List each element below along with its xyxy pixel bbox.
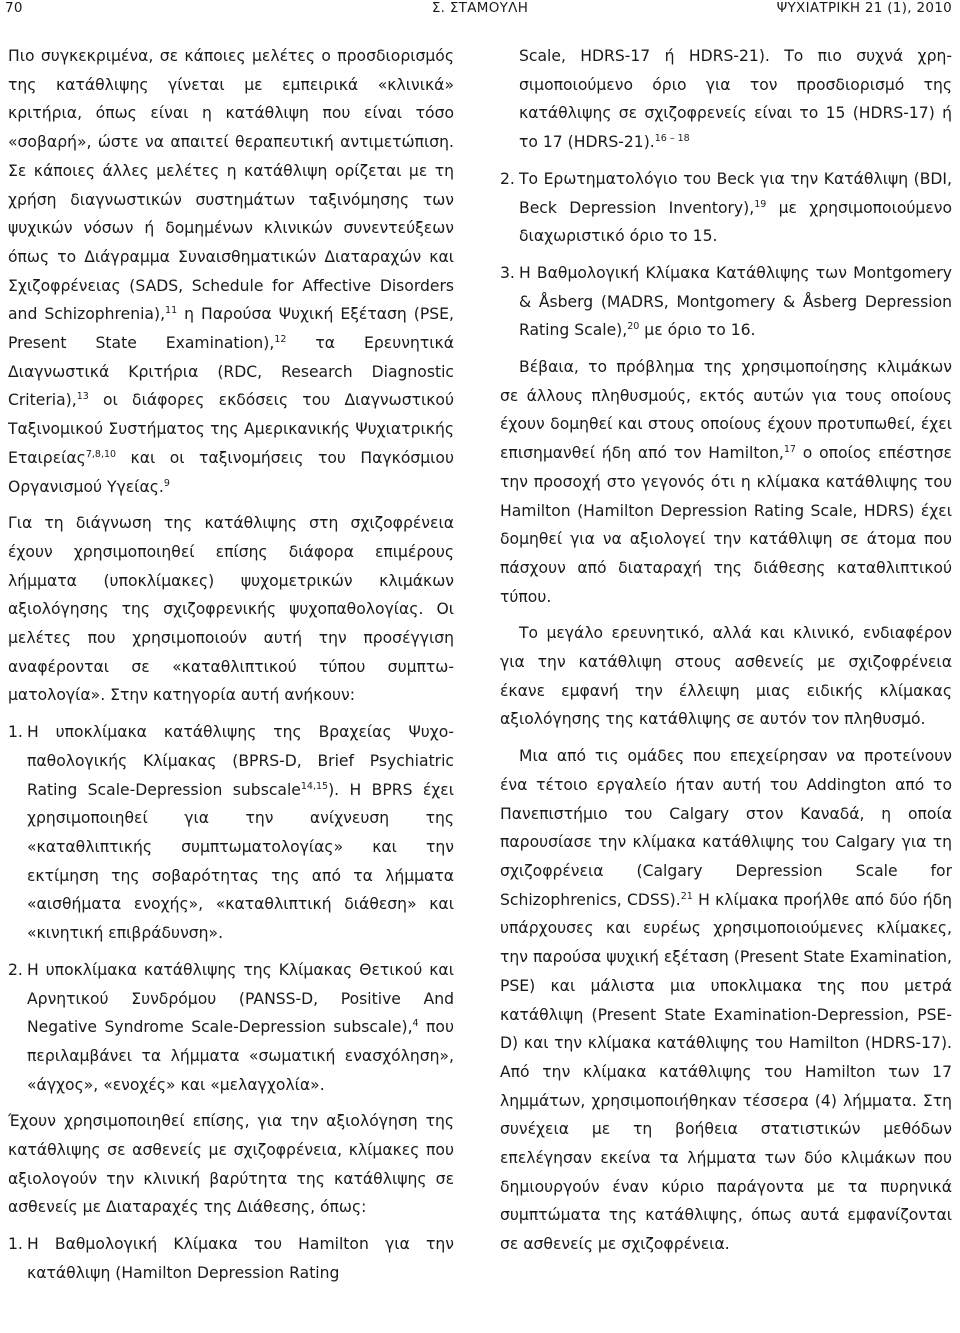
text-segment: τα Ερευνητικά Διαγνωστικά Κριτήρια (RDC, Research Diagnostic Criteria), <box>8 334 454 410</box>
paragraph-mood-scales: Έχουν χρησιμοποιηθεί επίσης, για την αξιολόγηση της κατάθλιψης σε ασθενείς με σχιζοφρένεια, κλίμακες που αξιολογούν την κλινική βαρύτητα της κατάθλιψης σε ασθενείς με Διαταραχές της Διάθεσης, όπως: <box>8 1112 454 1217</box>
list-number: 3. <box>500 263 515 282</box>
text-segment: Η Βαθμολογική Κλίμακα Κατάθλιψης των Montgomery & Åsberg (MADRS, Montgomery & Åsberg Depression Rating Scale), <box>519 263 952 340</box>
text-segment: οι διάφορες εκδόσεις του Διαγνωστικού Ταξινομικού Συστήματος της Αμερικανικής Ψυχιατρικής Εταιρείας <box>8 391 454 467</box>
citation: 19 <box>754 198 767 210</box>
text-segment: Πιο συγκεκριμένα, σε κάποιες μελέτες ο προσδιορισμός της κατάθλιψης γίνεται με εμπειρικά «κλινικά» κριτήρια, όπως είναι η κατάθλιψη που είναι τόσο «σοβαρή», ώστε να απαιτεί θεραπευτική αντιμετώπιση. Σε κάποιες άλλες μελέτες η κατάθλιψη ορίζεται με τη χρήση διαγνωστικών συστημάτων ταξινόμησης των ψυχικών νόσων ή δομημένων κλινικών συνεντεύξεων όπως το Διάγραμμα Συναισθηματικών Διαταραχών και Σχιζοφρένειας (SADS, Schedule for Affective Disorders and Schizophrenia), <box>8 47 454 324</box>
text-segment: Η υποκλίμακα κατάθλιψης της Κλίμακας Θετικού και Αρνητικού Συνδρόμου (PANSS-D, Positive And Negative Syndrome Scale-Depression subscale), <box>27 960 454 1037</box>
citation: 16 – 18 <box>654 133 690 145</box>
citation: 7,8,10 <box>85 448 117 460</box>
list-item-panss <box>8 956 454 1100</box>
list-item-hdrs-continued <box>500 42 952 157</box>
citation: 14,15 <box>300 780 329 792</box>
paragraph-hamilton-problem <box>500 353 952 611</box>
text-segment: ). Η BPRS έχει χρησιμοποιηθεί για την ανίχνευση της «καταθλιπτικής συμπτωματολογίας» και την εκτίμηση της σοβαρότητας της από τα λήμματα «αισθήματα ενοχής», «καταθλιπτική διάθεση» και «κινητική επιβράδυνση». <box>27 780 454 943</box>
page-header <box>0 0 960 22</box>
citation: 17 <box>783 444 796 456</box>
paragraph-cdss <box>500 742 952 1259</box>
citation: 12 <box>274 334 287 346</box>
citation: 20 <box>627 321 640 333</box>
list-number: 2. <box>8 960 23 979</box>
list-item-madrs <box>500 259 952 345</box>
text-segment: Το Ερωτηματολόγιο του Beck για την Κατάθλιψη (BDI, Beck Depression Inventory), <box>519 169 952 217</box>
list-number: 2. <box>500 169 515 188</box>
right-column <box>500 42 952 1259</box>
paragraph-diagnosis-criteria <box>8 42 454 501</box>
text-segment: και οι ταξινομήσεις του Παγκόσμιου Οργανισμού Υγείας. <box>8 448 454 496</box>
page-number: 70 <box>5 0 23 16</box>
text-segment: η Παρούσα Ψυχική Εξέταση (PSE, Present State Examination), <box>8 305 454 353</box>
running-journal: ΨΥΧΙΑΤΡΙΚΗ 21 (1), 2010 <box>776 0 952 16</box>
text-segment: Scale, HDRS-17 ή HDRS-21). Το πιο συχνά χρησιμοποιούμενο όριο για τον προσδιορισμό της κατάθλιψης σε σχιζοφρενείς είναι το 15 (HDRS-17) ή το 17 (HDRS-21). <box>519 47 952 152</box>
running-author: Σ. ΣΤΑΜΟΥΛΗ <box>431 0 529 16</box>
text-segment: Μια από τις ομάδες που επεχείρησαν να προτείνουν ένα τέτοιο εργαλείο ήταν αυτή του Addington από το Πανεπιστήμιο του Calgary στον Καναδά, η οποία παρουσίασε την κλίμακα κατάθλιψης του Calgary για τη σχιζοφρένεια (Calgary Depression Scale for Schizophrenics, CDSS). <box>500 747 952 909</box>
citation: 9 <box>163 477 170 489</box>
text-segment: με όριο το 16. <box>639 321 756 340</box>
list-number: 1. <box>8 1235 23 1254</box>
text-segment: με χρησιμοποιούμενο διαχωριστικό όριο το 15. <box>519 198 953 246</box>
left-column <box>8 42 454 1288</box>
paragraph-research-interest: Το μεγάλο ερευνητικό, αλλά και κλινικό, ενδιαφέρον για την κατάθλιψη στους ασθενείς με σχιζοφρένεια έκανε εμφανή την έλλειψη μιας ειδικής κλίμακας αξιολόγησης της κατάθλιψης σε αυτόν τον πληθυσμό. <box>500 624 952 729</box>
paragraph-subscales: Για τη διάγνωση της κατάθλιψης στη σχιζοφρένεια έχουν χρησιμοποιηθεί επίσης διάφορα επιμέρους λήμματα (υποκλίμακες) ψυχομετρικών κλιμάκων αξιολόγησης της σχιζοφρενικής ψυχοπαθολογίας. Οι μελέτες που χρησιμοποιούν αυτή την προσέγγιση αναφέρονται σε «καταθλιπτικού τύπου συμπτωματολογία». Στην κατηγορία αυτή ανήκουν: <box>8 514 454 705</box>
list-item-bdi <box>500 165 952 251</box>
list-number: 1. <box>8 723 23 742</box>
text-segment: Η υποκλίμακα κατάθλιψης της Βραχείας Ψυχοπαθολογικής Κλίμακας (BPRS-D, Brief Psychiatric Rating Scale-Depression subscale <box>27 723 454 799</box>
citation: 13 <box>76 391 89 403</box>
citation: 21 <box>680 890 693 902</box>
citation: 4 <box>412 1018 419 1030</box>
list-item-hdrs <box>8 1230 454 1287</box>
text-segment: Η κλίμακα προήλθε από δύο ήδη υπάρχουσες και ευρέως χρησιμοποιούμενες κλίμακες, την παρούσα ψυχική εξέταση (Present State Examination, PSE) και μάλιστα μια υποκλιμακα της που μετρά κατάθλιψη (Present State Examination-Depression, PSE-D) και την κλίμακα κατάθλιψης του Hamilton (HDRS-17). Από την κλίμακα κατάθλιψης του Hamilton των 17 λημμάτων, χρησιμοποιήθηκαν τέσσερα (4) λήμματα. Στη συνέχεια με τη βοήθεια στατιστικών μεθόδων επελέγησαν εκείνα τα λήμματα των δύο κλιμάκων που δημιουργούν έναν κύριο παράγοντα με τα πυρηνικά συμπτώματα της κατάθλιψης, όπως αυτά εμφανίζονται σε ασθενείς με σχιζοφρένεια. <box>500 890 953 1254</box>
citation: 11 <box>165 305 178 317</box>
list-item-bprs <box>8 718 454 948</box>
text-segment: ο οποίος επέστησε την προσοχή στο γεγονός ότι η κλίμακα κατάθλιψης του Hamilton (Hamilton Depression Rating Scale, HDRS) έχει δομηθεί για να αξιολογεί την κατάθλιψη σε άτομα που πάσχουν από διαταραχή της διάθεσης καταθλιπτικού τύπου. <box>500 444 952 606</box>
text-segment: Βέβαια, το πρόβλημα της χρησιμοποίησης κλιμάκων σε άλλους πληθυσμούς, εκτός αυτών για τους οποίους έχουν δομηθεί και στους οποίους έχουν προτυπωθεί, έχει επισημανθεί ήδη από τον Hamilton, <box>500 358 952 463</box>
text-segment: που περιλαμβάνει τα λήμματα «σωματική ενασχόληση», «άγχος», «ενοχές» και «μελαγχολία». <box>27 1018 454 1094</box>
text-segment: Η Βαθμολογική Κλίμακα του Hamilton για την κατάθλιψη (Hamilton Depression Rating <box>27 1235 454 1282</box>
